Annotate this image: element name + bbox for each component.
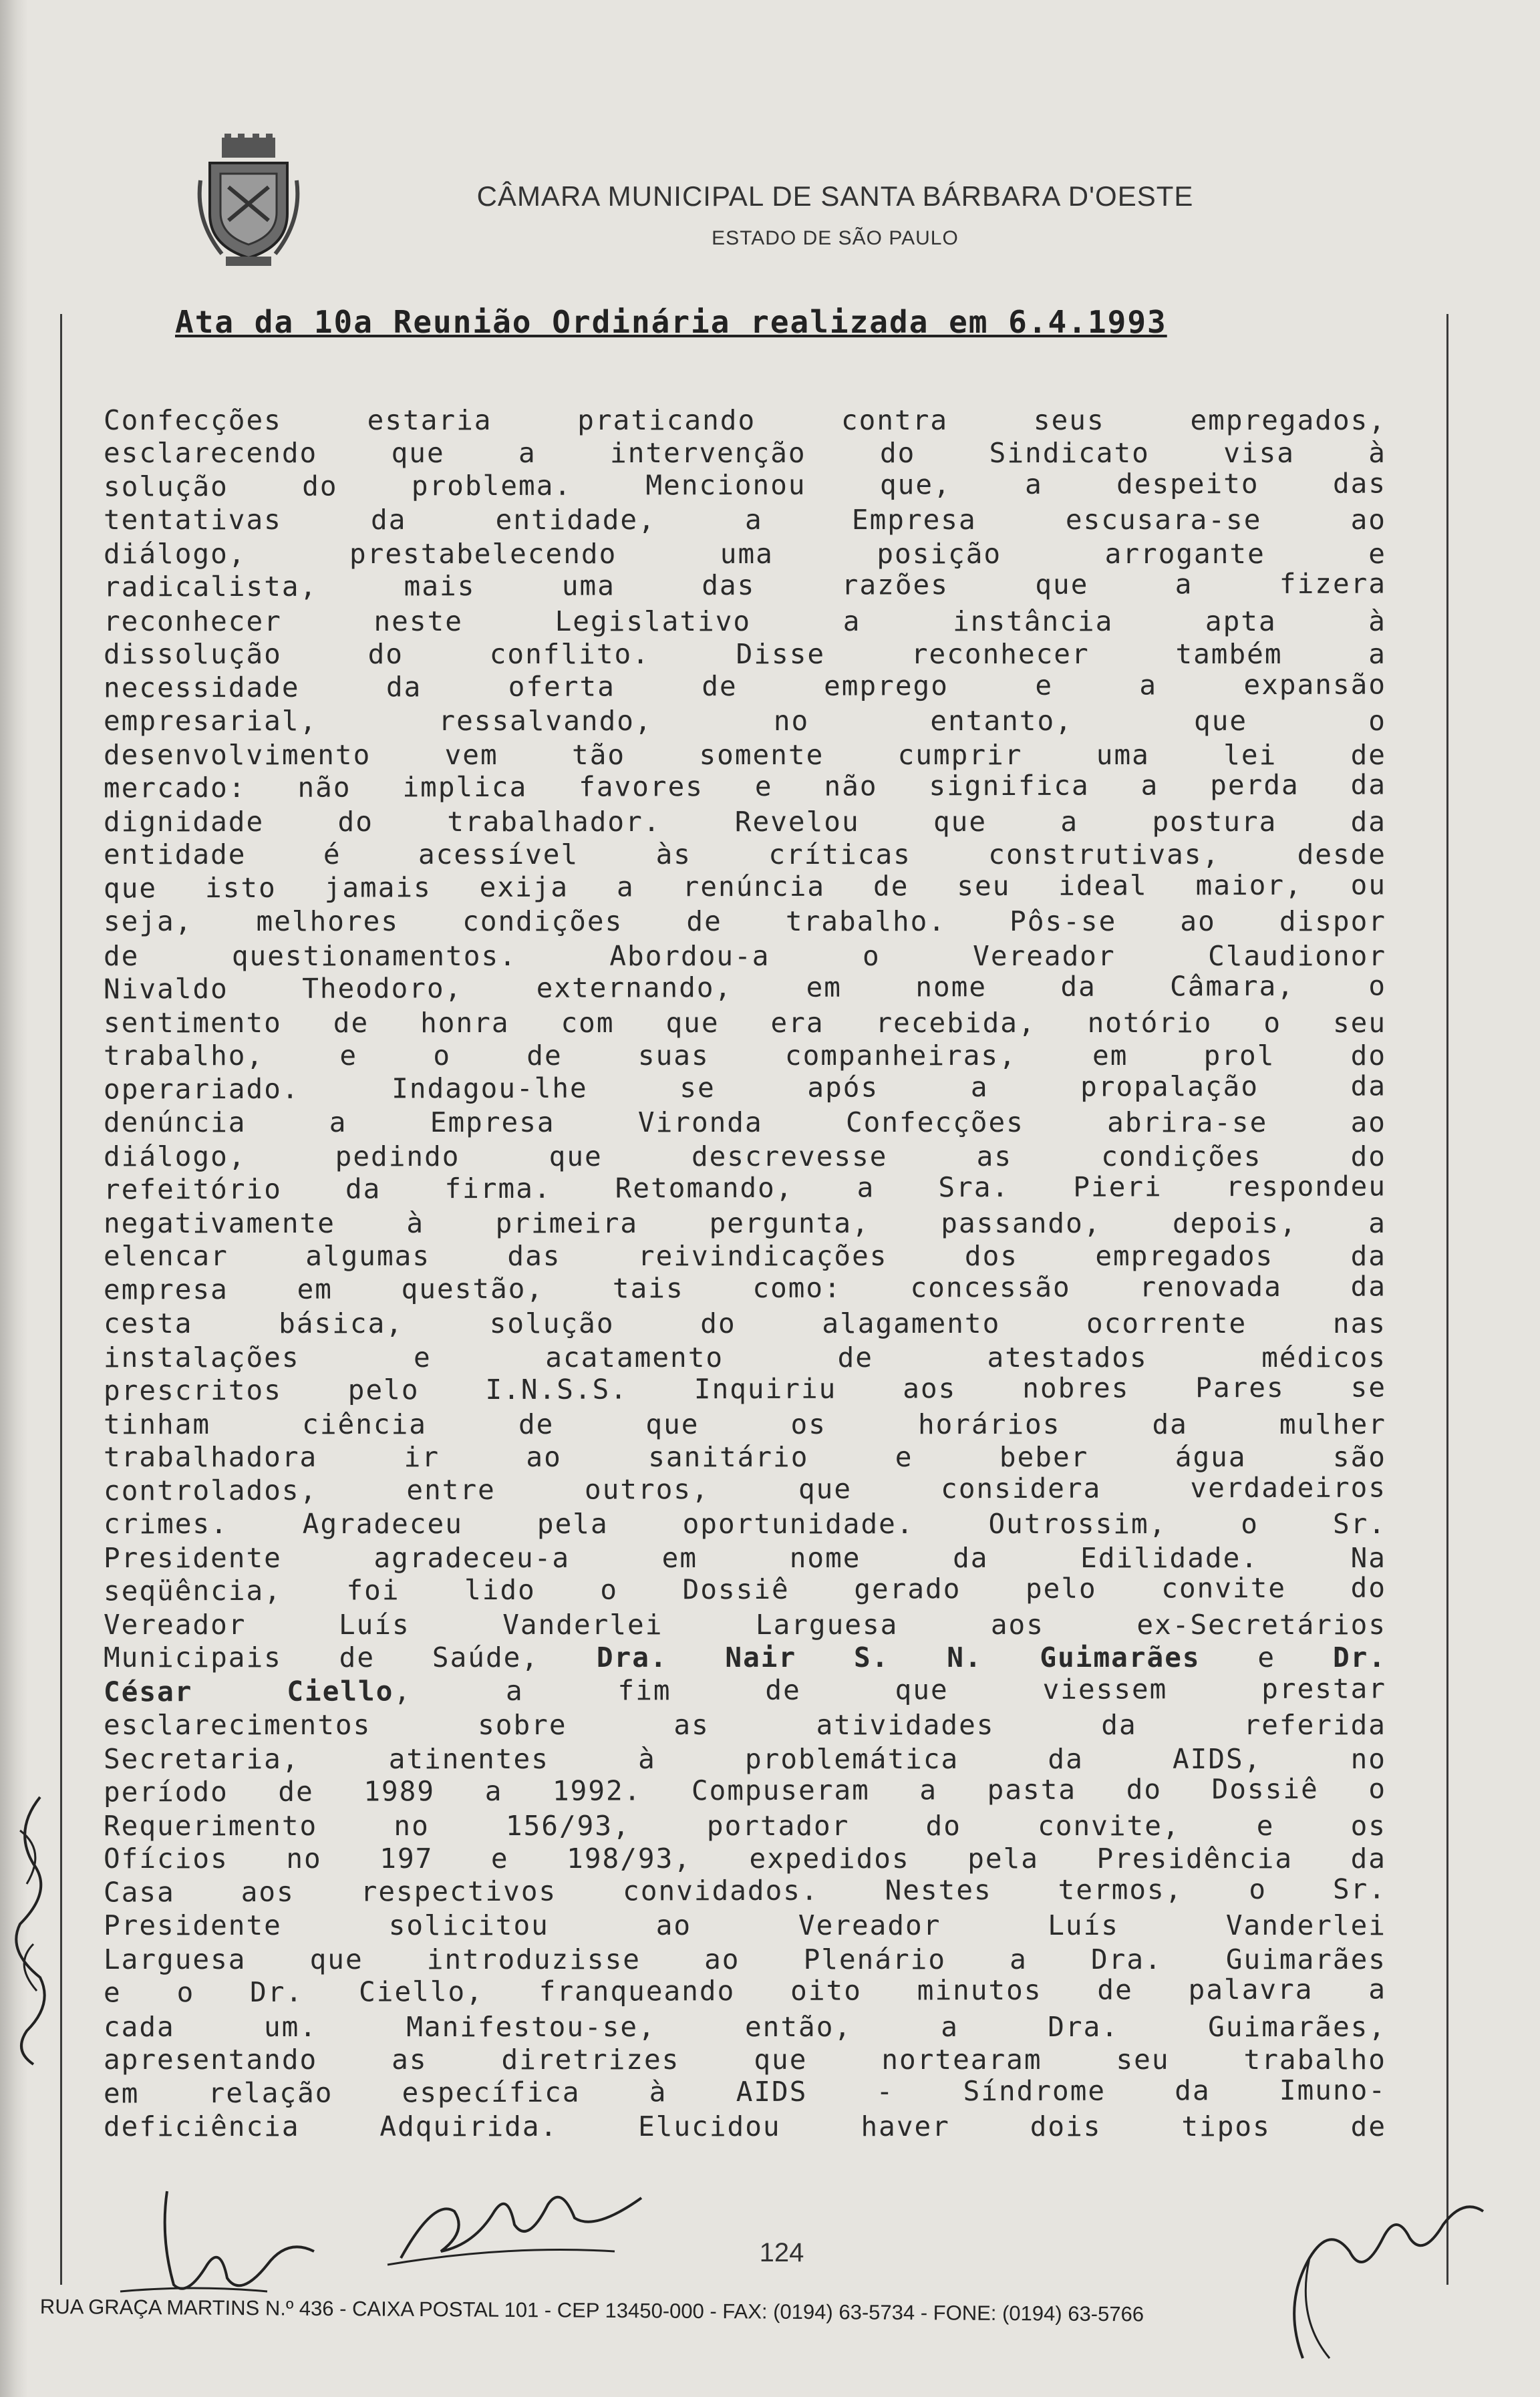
body-line: esclarecendo que a intervenção do Sindicato visa à xyxy=(104,437,1386,470)
body-line: período de 1989 a 1992. Compuseram a pasta do Dossiê o xyxy=(103,1772,1387,1808)
person-name-nair: Dra. Nair S. N. Guimarães xyxy=(596,1641,1201,1674)
page-number: 124 xyxy=(759,2238,804,2267)
body-line: dignidade do trabalhador. Revelou que a postura da xyxy=(104,806,1386,838)
body-line: Nivaldo Theodoro, externando, em nome da Câmara, o xyxy=(103,969,1387,1005)
body-line: Presidente solicitou ao Vereador Luís Vanderlei xyxy=(104,1909,1386,1942)
body-line: operariado. Indagou-lhe se após a propalação da xyxy=(103,1070,1387,1106)
body-line: que isto jamais exija a renúncia de seu ideal maior, ou xyxy=(103,868,1387,905)
body-line: necessidade da oferta de emprego e a expansão xyxy=(103,668,1387,704)
body-line: Vereador Luís Vanderlei Larguesa aos ex-Secretários xyxy=(104,1609,1386,1641)
body-line: seja, melhores condições de trabalho. Pôs-se ao dispor xyxy=(104,905,1386,938)
body-line: empresarial, ressalvando, no entanto, que o xyxy=(104,704,1386,737)
body-line: Presidente agradeceu-a em nome da Edilidade. Na xyxy=(104,1542,1386,1575)
body-line: seqüência, foi lido o Dossiê gerado pelo convite do xyxy=(103,1571,1387,1607)
body-line: apresentando as diretrizes que nortearam seu trabalho xyxy=(104,2043,1386,2076)
body-line: cesta básica, solução do alagamento ocorrente nas xyxy=(104,1307,1386,1339)
body-line: controlados, entre outros, que considera verdadeiros xyxy=(103,1471,1387,1507)
signature-center-icon xyxy=(374,2171,655,2271)
body-line-bold-names xyxy=(104,1671,1386,1708)
right-margin-rule xyxy=(1446,314,1448,2285)
letterhead-subtitle: ESTADO DE SÃO PAULO xyxy=(712,227,959,249)
body-line: instalações e acatamento de atestados médicos xyxy=(104,1341,1386,1374)
body-line: tinham ciência de que os horários da mulher xyxy=(104,1408,1386,1440)
body-line: desenvolvimento vem tão somente cumprir uma lei de xyxy=(104,738,1386,771)
body-line: elencar algumas das reivindicações dos empregados da xyxy=(104,1240,1386,1273)
body-line: solução do problema. Mencionou que, a despeito das xyxy=(103,467,1387,503)
body-line: e o Dr. Ciello, franqueando oito minutos de palavra a xyxy=(103,1973,1387,2009)
body-line: Confecções estaria praticando contra seus empregados, xyxy=(104,404,1386,436)
body-text-run: e xyxy=(1200,1641,1333,1674)
signature-margin-icon xyxy=(0,1790,60,2071)
body-line: entidade é acessível às críticas construtivas, desde xyxy=(104,838,1386,871)
body-line: Casa aos respectivos convidados. Nestes termos, o Sr. xyxy=(103,1873,1387,1909)
body-line: de questionamentos. Abordou-a o Vereador Claudionor xyxy=(104,939,1386,972)
body-line: crimes. Agradeceu pela oportunidade. Outrossim, o Sr. xyxy=(104,1508,1386,1541)
body-line: negativamente à primeira pergunta, passando, depois, a xyxy=(104,1207,1386,1240)
body-line: sentimento de honra com que era recebida, notório o seu xyxy=(104,1006,1386,1039)
body-line: Larguesa que introduzisse ao Plenário a Dra. Guimarães xyxy=(104,1943,1386,1976)
body-line: reconhecer neste Legislativo a instância apta à xyxy=(104,605,1386,637)
body-line: trabalho, e o de suas companheiras, em prol do xyxy=(104,1039,1386,1072)
body-line: cada um. Manifestou-se, então, a Dra. Guimarães, xyxy=(104,2010,1386,2043)
minutes-body xyxy=(104,403,1386,2143)
body-line: dissolução do conflito. Disse reconhecer também a xyxy=(104,637,1386,670)
municipal-coat-of-arms-icon xyxy=(195,134,302,267)
body-line: mercado: não implica favores e não significa a perda da xyxy=(103,768,1387,804)
body-line: deficiência Adquirida. Elucidou haver dois tipos de xyxy=(104,2110,1386,2142)
body-line: diálogo, prestabelecendo uma posição arrogante e xyxy=(104,538,1386,571)
body-line: Secretaria, atinentes à problemática da AIDS, no xyxy=(104,1742,1386,1775)
body-line: diálogo, pedindo que descrevesse as condições do xyxy=(104,1140,1386,1173)
body-line: Ofícios no 197 e 198/93, expedidos pela Presidência da xyxy=(104,1843,1386,1875)
letterhead-title: CÂMARA MUNICIPAL DE SANTA BÁRBARA D'OESTE xyxy=(476,180,1194,212)
body-line: prescritos pelo I.N.S.S. Inquiriu aos nobres Pares se xyxy=(103,1371,1387,1407)
body-line: refeitório da firma. Retomando, a Sra. Pieri respondeu xyxy=(103,1170,1387,1206)
left-margin-rule xyxy=(60,314,62,2285)
body-line: radicalista, mais uma das razões que a fizera xyxy=(103,567,1387,603)
minutes-heading: Ata da 10a Reunião Ordinária realizada em 6.4.1993 xyxy=(175,304,1167,340)
footer-address: RUA GRAÇA MARTINS N.º 436 - CAIXA POSTAL 101 - CEP 13450-000 - FAX: (0194) 63-5734 - FONE: (0194) 63-5766 xyxy=(39,2295,1144,2326)
body-text-run: , a fim de que viessem prestar xyxy=(394,1672,1387,1707)
body-line-bold-names xyxy=(104,1641,1386,1674)
person-title-dr: Dr. xyxy=(1332,1641,1386,1674)
body-line: empresa em questão, tais como: concessão renovada da xyxy=(103,1270,1387,1306)
person-name-cesar: César Ciello xyxy=(103,1674,394,1708)
body-line: em relação específica à AIDS - Síndrome da Imuno- xyxy=(103,2074,1387,2110)
body-line: tentativas da entidade, a Empresa escusara-se ao xyxy=(104,504,1386,536)
body-text-run: Municipais de Saúde, xyxy=(104,1641,597,1674)
body-line: Requerimento no 156/93, portador do convite, e os xyxy=(104,1809,1386,1842)
body-line: denúncia a Empresa Vironda Confecções abrira-se ao xyxy=(104,1106,1386,1138)
signature-left-icon xyxy=(114,2185,334,2305)
body-line: trabalhadora ir ao sanitário e beber água são xyxy=(104,1440,1386,1473)
body-line: esclarecimentos sobre as atividades da referida xyxy=(104,1708,1386,1741)
signature-right-icon xyxy=(1269,2158,1490,2372)
